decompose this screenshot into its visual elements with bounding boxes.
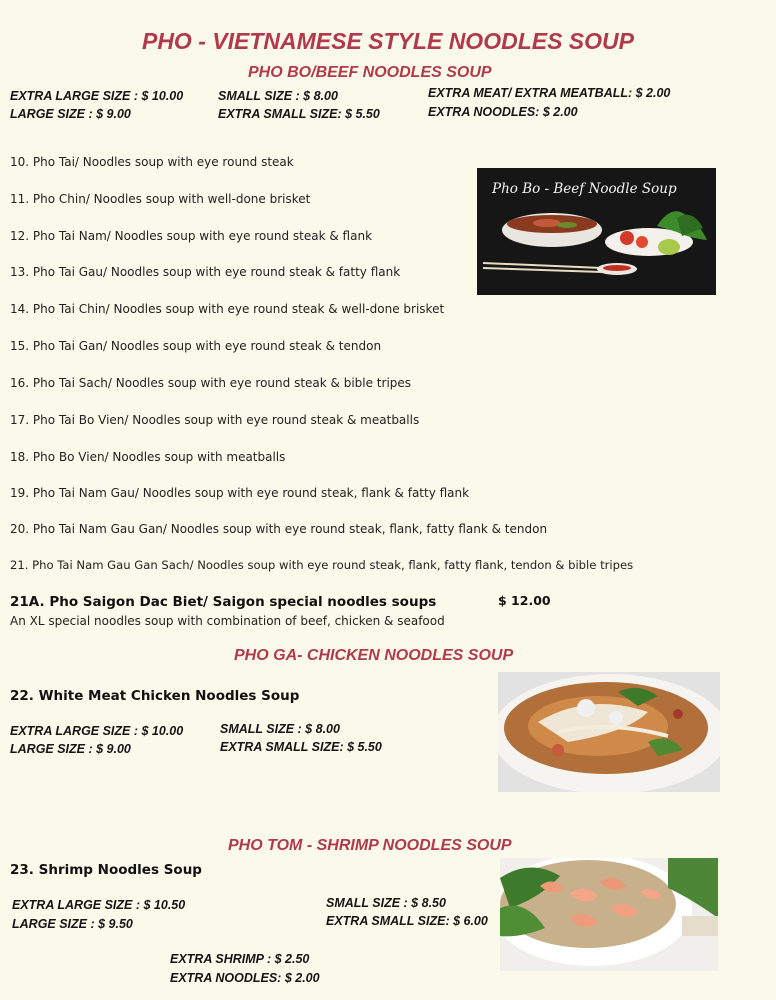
pho-bo-price-xl: EXTRA LARGE SIZE : $ 10.00 [10, 89, 184, 103]
pho-tom-extra-noodles: EXTRA NOODLES: $ 2.00 [170, 971, 320, 985]
pho-bo-price-xs: EXTRA SMALL SIZE: $ 5.50 [218, 107, 380, 121]
menu-item: 17. Pho Tai Bo Vien/ Noodles soup with eye round steak & meatballs [10, 413, 420, 427]
menu-item: 12. Pho Tai Nam/ Noodles soup with eye round steak & flank [10, 229, 373, 243]
pho-bo-price-small: SMALL SIZE : $ 8.00 [218, 89, 338, 103]
pho-bo-photo [477, 168, 716, 295]
pho-tom-heading: PHO TOM - SHRIMP NOODLES SOUP [228, 837, 512, 854]
pho-tom-extra-shrimp: EXTRA SHRIMP : $ 2.50 [170, 952, 310, 966]
menu-item: 16. Pho Tai Sach/ Noodles soup with eye round steak & bible tripes [10, 376, 412, 390]
pho-ga-price-small: SMALL SIZE : $ 8.00 [220, 722, 340, 736]
pho-bo-price-large: LARGE SIZE : $ 9.00 [10, 107, 131, 121]
pho-bo-extra-noodles: EXTRA NOODLES: $ 2.00 [428, 105, 578, 119]
pho-ga-price-xl: EXTRA LARGE SIZE : $ 10.00 [10, 724, 184, 738]
special-item-name: 21A. Pho Saigon Dac Biet/ Saigon special noodles soups [10, 594, 437, 610]
pho-tom-photo [500, 858, 718, 971]
pho-tom-price-small: SMALL SIZE : $ 8.50 [326, 896, 446, 910]
pho-bo-photo-caption: Pho Bo - Beef Noodle Soup [492, 181, 677, 197]
pho-tom-price-xl: EXTRA LARGE SIZE : $ 10.50 [12, 898, 186, 912]
special-item-price: $ 12.00 [498, 593, 551, 608]
special-item-desc: An XL special noodles soup with combination of beef, chicken & seafood [10, 614, 445, 628]
menu-item: 19. Pho Tai Nam Gau/ Noodles soup with eye round steak, flank & fatty flank [10, 486, 470, 500]
menu-item: 15. Pho Tai Gan/ Noodles soup with eye round steak & tendon [10, 339, 382, 353]
pho-tom-price-xs: EXTRA SMALL SIZE: $ 6.00 [326, 914, 488, 928]
menu-item: 13. Pho Tai Gau/ Noodles soup with eye round steak & fatty flank [10, 265, 401, 279]
menu-item: 21. Pho Tai Nam Gau Gan Sach/ Noodles soup with eye round steak, flank, fatty flank, tendon & bible tripes [10, 558, 634, 572]
pho-ga-heading: PHO GA- CHICKEN NOODLES SOUP [234, 647, 514, 664]
menu-item: 20. Pho Tai Nam Gau Gan/ Noodles soup with eye round steak, flank, fatty flank & tendon [10, 522, 548, 536]
menu-item: 10. Pho Tai/ Noodles soup with eye round steak [10, 155, 294, 169]
pho-ga-item-name: 22. White Meat Chicken Noodles Soup [10, 688, 300, 704]
page-title: PHO - VIETNAMESE STYLE NOODLES SOUP [141, 28, 634, 54]
pho-ga-price-xs: EXTRA SMALL SIZE: $ 5.50 [220, 740, 382, 754]
pho-bo-extra-meat: EXTRA MEAT/ EXTRA MEATBALL: $ 2.00 [428, 86, 671, 100]
menu-item: 11. Pho Chin/ Noodles soup with well-done brisket [10, 192, 311, 206]
pho-ga-price-large: LARGE SIZE : $ 9.00 [10, 742, 131, 756]
menu-item: 14. Pho Tai Chin/ Noodles soup with eye round steak & well-done brisket [10, 302, 445, 316]
pho-tom-item-name: 23. Shrimp Noodles Soup [10, 862, 202, 878]
pho-bo-heading: PHO BO/BEEF NOODLES SOUP [248, 64, 492, 81]
menu-item: 18. Pho Bo Vien/ Noodles soup with meatballs [10, 450, 286, 464]
pho-ga-photo [498, 672, 720, 792]
pho-tom-price-large: LARGE SIZE : $ 9.50 [12, 917, 133, 931]
